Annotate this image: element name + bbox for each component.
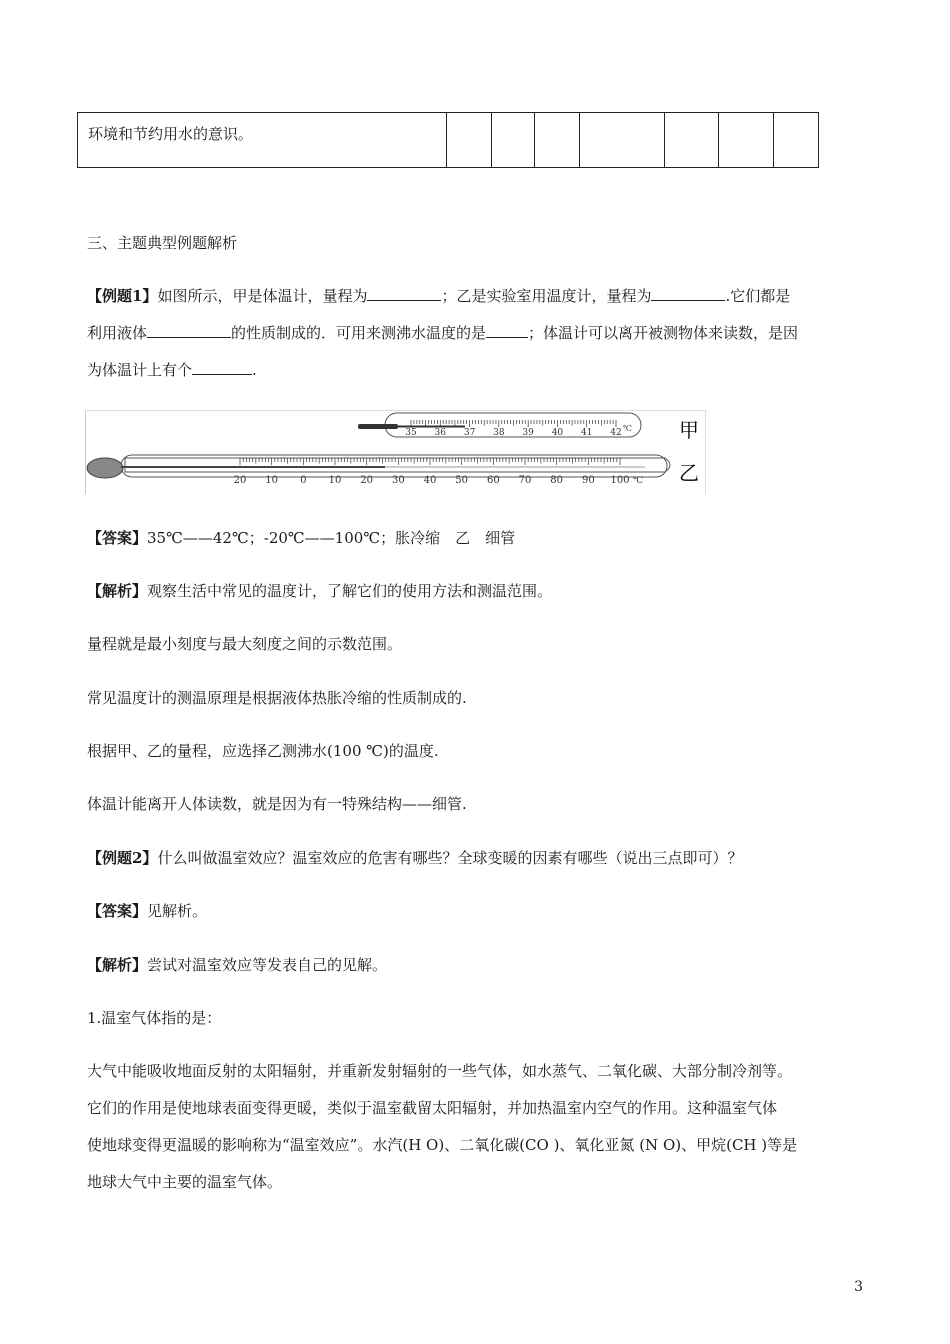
- label-yi: 乙: [679, 461, 699, 485]
- paragraph-line: 常见温度计的测温原理是根据液体热胀冷缩的性质制成的.: [87, 689, 467, 707]
- example1-label: 【例题1】: [87, 287, 158, 305]
- example1-line1: [87, 286, 790, 306]
- answer-label: 【答案】: [87, 529, 148, 547]
- unit-label: ℃: [633, 476, 644, 486]
- scale-label: 60: [486, 475, 500, 486]
- scale-label: 39: [522, 428, 534, 438]
- answer-text: 35℃——42℃；-20℃——100℃；胀冷缩 乙 细管: [147, 529, 516, 547]
- example1-text: 如图所示，甲是体温计，量程为: [157, 287, 368, 305]
- answer-blank: [651, 286, 725, 301]
- scale-label: 20: [360, 475, 374, 486]
- paragraph-line: 体温计能离开人体读数，就是因为有一特殊结构——细管.: [87, 795, 467, 813]
- label-jia: 甲: [679, 418, 699, 442]
- example1-text: 为体温计上有个: [87, 361, 193, 379]
- table-cell: [719, 113, 774, 168]
- answer-blank: [147, 323, 231, 338]
- analysis-text: 尝试对温室效应等发表自己的见解。: [147, 956, 388, 974]
- example1-line2: [87, 323, 798, 343]
- analysis1: [87, 581, 552, 601]
- unit-label: ℃: [623, 424, 632, 433]
- scale-label: 100: [610, 475, 630, 486]
- scale-label: 40: [423, 475, 437, 486]
- answer-blank: [192, 360, 252, 375]
- answer-label: 【答案】: [87, 902, 148, 920]
- scale-label: 90: [581, 475, 595, 486]
- table-cell: [774, 113, 819, 168]
- table-cell: [665, 113, 719, 168]
- paragraph-line: 它们的作用是使地球表面变得更暖，类似于温室截留太阳辐射，并加热温室内空气的作用。这种温室气体: [87, 1099, 778, 1117]
- paragraph-line: 量程就是最小刻度与最大刻度之间的示数范围。: [87, 635, 403, 653]
- scale-label: 42: [610, 428, 622, 438]
- top-table: [77, 112, 819, 168]
- answer-text: 见解析。: [147, 902, 208, 920]
- answer-blank: [486, 323, 528, 338]
- example2-label: 【例题2】: [87, 849, 158, 867]
- paragraph-line: 使地球变得更温暖的影响称为“温室效应”。水汽(H O)、二氧化碳(CO )、氧化亚氮 (N O)、甲烷(CH )等是: [87, 1136, 798, 1154]
- paragraph-line: 地球大气中主要的温室气体。: [87, 1173, 283, 1191]
- analysis-label: 【解析】: [87, 582, 148, 600]
- scale-label: 70: [518, 475, 532, 486]
- table-cell-text: 环境和节约用水的意识。: [78, 113, 447, 168]
- answer2: [87, 901, 207, 921]
- example2: [87, 848, 742, 868]
- scale-label: 10: [265, 475, 279, 486]
- analysis2: [87, 955, 387, 975]
- section-title: 三、主题典型例题解析: [87, 234, 238, 252]
- scale-label: 40: [551, 428, 564, 438]
- scale-label: 30: [391, 475, 405, 486]
- scale-label: 10: [328, 475, 342, 486]
- scale-label: 41: [580, 428, 593, 438]
- example1-line3: [87, 360, 257, 380]
- scale-label: 50: [455, 475, 469, 486]
- clinical-thermometer: [358, 413, 641, 438]
- paragraph-line: 根据甲、乙的量程，应选择乙测沸水(100 ℃)的温度.: [87, 742, 439, 760]
- list-item: 1.温室气体指的是：: [87, 1009, 222, 1027]
- scale-label: 38: [493, 428, 505, 438]
- page-number: 3: [854, 1279, 863, 1295]
- scale-label: 80: [550, 475, 564, 486]
- example1-text: .它们都是: [725, 287, 791, 305]
- answer-blank: [367, 286, 441, 301]
- analysis-label: 【解析】: [87, 956, 148, 974]
- example1-text: 利用液体: [87, 324, 148, 342]
- table-cell: [535, 113, 580, 168]
- table-cell: [580, 113, 665, 168]
- example1-text: ；体温计可以离开被测物体来读数，是因: [528, 324, 799, 342]
- analysis-text: 观察生活中常见的温度计，了解它们的使用方法和测温范围。: [147, 582, 553, 600]
- paragraph-line: 大气中能吸收地面反射的太阳辐射，并重新发射辐射的一些气体，如水蒸气、二氧化碳、大部分制冷剂等。: [87, 1062, 793, 1080]
- scale-label: 0: [300, 475, 307, 486]
- example1-text: 的性质制成的．可用来测沸水温度的是: [231, 324, 487, 342]
- example2-text: 什么叫做温室效应？温室效应的危害有哪些？全球变暖的因素有哪些（说出三点即可）？: [157, 849, 743, 867]
- scale-label: 37: [463, 428, 476, 438]
- answer1: [87, 528, 515, 548]
- example1-text: ；乙是实验室用温度计，量程为: [441, 287, 652, 305]
- scale-label: 35: [405, 428, 417, 438]
- table-cell: [492, 113, 535, 168]
- thermometer-illustration: [85, 410, 706, 494]
- example1-text: .: [252, 361, 257, 379]
- table-row: [78, 113, 819, 168]
- scale-label: 36: [434, 428, 447, 438]
- table-cell: [447, 113, 492, 168]
- scale-label: 20: [233, 475, 247, 486]
- thermometer-figure: [85, 410, 706, 494]
